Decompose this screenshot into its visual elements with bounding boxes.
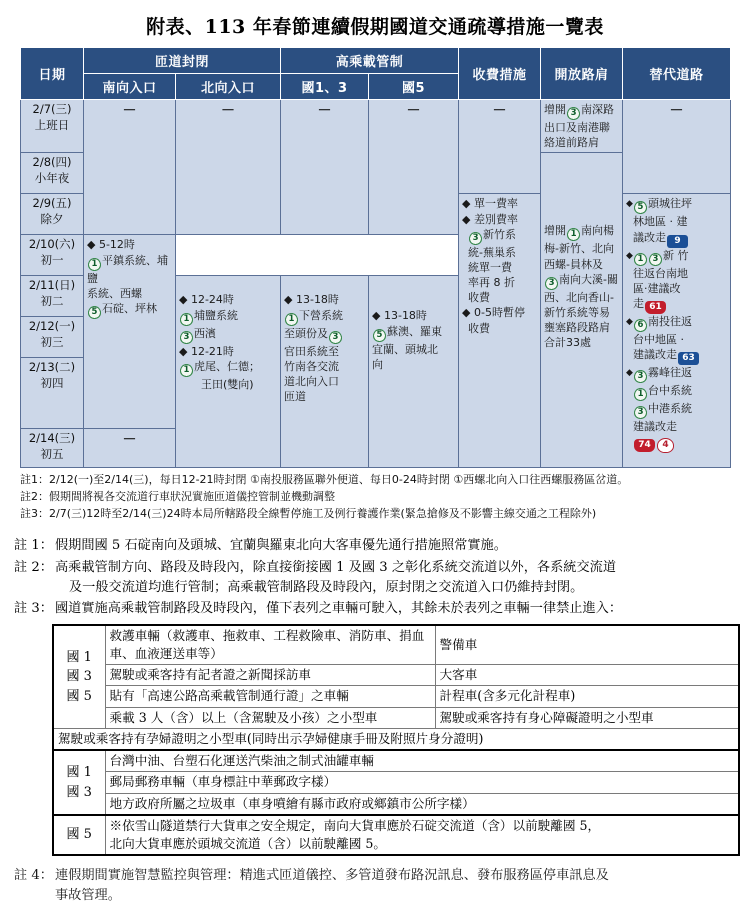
vehicle-cell-full: 地方政府所屬之垃圾車（車身噴繪有縣市政府或鄉鎮市公所字樣）	[105, 793, 739, 815]
vehicle-cell-full: 郵局郵務車輛（車身標註中華郵政字樣）	[105, 772, 739, 793]
shoulder-b-e: 南向大溪-關	[559, 272, 619, 286]
col-header-hov-n5: 國5	[369, 74, 459, 100]
vehicle-cell-right: 警備車	[435, 625, 739, 665]
vehicle-group-1	[53, 625, 105, 729]
highway-1-icon: 1	[180, 364, 193, 377]
ramp-north-line-4: ◆ 12-21時	[179, 344, 234, 358]
highway-3-icon: 3	[634, 406, 647, 419]
shoulder-b-h: 壅塞路段路肩	[544, 321, 611, 335]
table-row	[53, 772, 739, 793]
toll-cell-main	[459, 194, 541, 468]
vehicle-cell-left: 貼有「高速公路高乘載管制通行證」之車輛	[105, 686, 435, 707]
note-4-text	[55, 866, 736, 906]
table-row	[53, 686, 739, 707]
toll-line-3c: 統單一費	[468, 260, 513, 274]
shoulder-b-c: 梅-新竹、北向	[544, 242, 615, 256]
vehicle-cell-full: 台灣中油、台塑石化運送汽柴油之制式油罐車輛	[105, 750, 739, 772]
toll-line-1: ◆ 單一費率	[462, 197, 518, 211]
date-cell-0207	[21, 100, 84, 153]
col-header-hov: 高乘載管制	[281, 48, 459, 74]
toll-top: －	[459, 100, 541, 194]
alt-2b: 往返台南地	[633, 266, 689, 280]
date-line-1: 2/13(二)	[28, 360, 76, 375]
diamond-bullet-icon: ◆	[626, 316, 633, 327]
small-note-1: 註1：2/12(一)至2/14(三)，每日12-21時封閉 ①南投服務區聯外便道、每日0-24時封閉 ①西螺北向入口往西螺服務區岔道。	[20, 473, 629, 487]
note-1-label: 註 1：	[14, 538, 53, 554]
shoulder-text-d: 絡道前路肩	[544, 136, 600, 150]
hov13-line-2e: 道北向入口	[284, 374, 340, 388]
toll-line-2: ◆ 差別費率	[462, 212, 518, 226]
alt-3a: 南投往返	[647, 314, 692, 328]
small-note-3: 註3：2/7(三)12時至2/14(三)24時本局所轄路段全線暫停施工及例行養護作業(緊急搶修及不影響主線交通之工程除外)	[20, 507, 597, 521]
date-line-1: 2/11(日)	[28, 278, 76, 293]
table-row	[53, 728, 739, 750]
vehicle-line-1: ※依雪山隧道禁行大貨車之安全規定，南向大貨車應於石碇交流道（含）以前駛離國 5，	[109, 817, 601, 833]
date-line-2: 初五	[40, 447, 64, 462]
highway-5-icon: 5	[634, 201, 647, 214]
group-line-1: 國 1	[66, 649, 92, 665]
alt-1c: 議改走	[633, 230, 667, 244]
alt-2c: 區‧建議改	[633, 281, 681, 295]
vehicle-group-2	[53, 750, 105, 815]
note-1	[14, 536, 736, 556]
provincial-4-icon: 4	[657, 438, 674, 453]
alt-2d: 走	[633, 296, 645, 310]
date-line-1: 2/8(四)	[32, 155, 72, 170]
notes-block	[0, 522, 750, 618]
toll-line-3e: 收費	[468, 291, 491, 305]
vehicle-cell-right: 駕駛或乘客持有身心障礙證明之小型車	[435, 707, 739, 728]
col-header-hov-n13: 國1、3	[281, 74, 369, 100]
vehicle-table-container	[0, 620, 750, 857]
shoulder-b-b: 南向楊	[581, 224, 615, 238]
note-2-line-2: 及一般交流道均進行管制；高乘載管制路段及時段內，原封閉之交流道入口仍維持封閉。	[68, 579, 584, 595]
alt-cell-main	[623, 194, 731, 468]
date-cell-0210	[21, 235, 84, 276]
toll-line-3b: 統-蕪巢系	[468, 245, 517, 259]
highway-3-icon: 3	[634, 370, 647, 383]
vehicle-line-2: 北向大貨車應於頭城交流道（含）以前駛離國 5。	[109, 836, 386, 852]
hov5-line-1: ◆ 13-18時	[372, 309, 427, 323]
group-line-1: 國 5	[66, 827, 92, 843]
table-row	[21, 100, 731, 153]
date-line-1: 2/7(三)	[32, 102, 72, 116]
table-row	[53, 707, 739, 728]
highway-3-icon: 3	[649, 253, 662, 266]
vehicle-cell-left: 救護車輛（救護車、拖救車、工程救險車、消防車、捐血車、血液運送車等）	[105, 625, 435, 665]
col-header-shoulder: 開放路肩	[541, 48, 623, 100]
ramp-south-bottom: －	[84, 429, 176, 468]
col-header-alt-route: 替代道路	[623, 48, 731, 100]
ramp-north-line-5: 虎尾、仁德；	[194, 359, 260, 373]
toll-line-5: 收費	[468, 321, 491, 335]
highway-1-icon: 1	[285, 313, 298, 326]
date-line-2: 初二	[40, 294, 64, 309]
date-cell-0208	[21, 153, 84, 194]
date-cell-0211	[21, 276, 84, 317]
alt-2a: 新 竹	[662, 248, 689, 262]
date-cell-0209	[21, 194, 84, 235]
note-2-label: 註 2：	[14, 559, 53, 575]
ramp-north-line-6: 王田(雙向)	[201, 377, 254, 391]
hov13-line-1: ◆ 13-18時	[284, 293, 339, 307]
highway-1-icon: 1	[634, 388, 647, 401]
date-cell-0212	[21, 317, 84, 358]
page-title: 附表、113 年春節連續假期國道交通疏導措施一覽表	[146, 16, 604, 38]
highway-5-icon: 5	[88, 306, 101, 319]
date-line-1: 2/12(一)	[28, 319, 76, 334]
expressway-74-icon: 74	[634, 439, 655, 452]
highway-1-icon: 1	[180, 313, 193, 326]
note-4-line-1: 連假期間實施智慧監控與管理：精進式匝道儀控、多管道發布路況訊息、發布服務區停車訊息及	[54, 868, 609, 884]
hov13-line-2b: 至頭份及	[284, 326, 329, 340]
note-4-line-2: 事故管理。	[54, 888, 121, 904]
ramp-north-line-1: ◆ 12-24時	[179, 293, 234, 307]
toll-line-3a: 新竹系	[483, 227, 517, 241]
vehicle-group-3	[53, 815, 105, 856]
group-line-1: 國 1	[66, 765, 92, 781]
vehicle-cell-left: 乘載 3 人（含）以上（含駕駛及小孩）之小型車	[105, 707, 435, 728]
date-cell-0213	[21, 358, 84, 429]
group-line-2: 國 3	[66, 669, 92, 685]
shoulder-cell-0207	[541, 100, 623, 153]
note-3-text: 國道實施高乘載管制路段及時段內，僅下表列之車輛可駛入，其餘未於表列之車輛一律禁止進入：	[54, 600, 623, 616]
toll-line-3d: 率再 8 折	[468, 276, 516, 290]
alt-1b: 林地區 ‧ 建	[633, 215, 688, 229]
date-line-2: 上班日	[34, 117, 70, 132]
table-row	[53, 750, 739, 772]
table-row	[53, 665, 739, 686]
highway-3-icon: 3	[545, 277, 558, 290]
group-line-3: 國 5	[66, 688, 92, 704]
permitted-vehicles-table	[52, 624, 740, 857]
ramp-south-line-2b: 系統、西螺	[87, 286, 142, 300]
alt-3c: 建議改走	[633, 348, 678, 362]
shoulder-text-b: 南深路	[581, 103, 615, 116]
date-line-1: 2/14(三)	[28, 431, 76, 446]
note-4	[14, 866, 736, 906]
date-line-2: 初四	[40, 376, 64, 391]
highway-1-icon: 1	[634, 253, 647, 266]
hov5-line-2a: 蘇澳、羅東	[387, 324, 443, 338]
vehicle-cell-right: 計程車(含多元化計程車)	[435, 686, 739, 707]
table-row	[53, 815, 739, 856]
table-header-row-1	[21, 48, 731, 74]
highway-3-icon: 3	[567, 107, 580, 120]
ramp-south-line-2a: 平鎮系統、埔鹽	[87, 253, 168, 285]
alt-4a: 霧峰往返	[647, 366, 692, 380]
note-3-label: 註 3：	[14, 600, 53, 616]
date-line-1: 2/10(六)	[28, 237, 76, 252]
alt-top: －	[623, 100, 731, 194]
col-header-ramp-north: 北向入口	[176, 74, 281, 100]
diamond-bullet-icon: ◆	[626, 368, 633, 379]
diamond-bullet-icon: ◆	[626, 250, 633, 261]
hov13-line-2c: 官田系統至	[284, 344, 340, 358]
hov5-main	[369, 276, 459, 468]
table-row	[53, 793, 739, 815]
hov13-line-2f: 匝道	[284, 390, 307, 404]
expressway-9-icon: 9	[667, 235, 688, 248]
ramp-north-line-2: 埔鹽系統	[194, 308, 238, 322]
shoulder-b-i: 合計33處	[544, 336, 592, 350]
alt-4c: 中港系統	[648, 402, 693, 416]
highway-1-icon: 1	[88, 258, 101, 271]
hov13-line-2a: 下營系統	[299, 308, 344, 322]
diamond-bullet-icon: ◆	[626, 199, 633, 210]
vehicle-cell-left: 駕駛或乘客持有記者證之新聞採訪車	[105, 665, 435, 686]
alt-3b: 台中地區 ‧	[633, 332, 685, 346]
small-notes-block	[0, 468, 750, 522]
note-3	[14, 599, 736, 619]
hov5-line-2c: 向	[372, 357, 384, 371]
alt-4d: 建議改走	[633, 420, 678, 434]
col-header-toll: 收費措施	[459, 48, 541, 100]
ramp-south-line-1: ◆ 5-12時	[87, 238, 135, 252]
shoulder-text-c: 出口及南港聯	[544, 121, 611, 134]
traffic-measures-table	[20, 47, 731, 468]
shoulder-b-f: 西、北向香山-	[544, 290, 615, 304]
highway-3-icon: 3	[180, 331, 193, 344]
highway-3-icon: 3	[469, 232, 482, 245]
hov13-line-2d: 竹南各交流	[284, 359, 340, 373]
hov13-top: －	[281, 100, 369, 235]
note-4-block	[0, 856, 750, 906]
shoulder-b-a: 增開	[544, 224, 567, 238]
table-row	[53, 625, 739, 665]
small-note-2: 註2：假期間將視各交流道行車狀況實施匝道儀控管制並機動調整	[20, 490, 335, 504]
ramp-north-top: －	[176, 100, 281, 235]
col-header-ramp-closure: 匝道封閉	[84, 48, 281, 74]
shoulder-b-g: 新竹系統等易	[544, 305, 611, 319]
col-header-ramp-south: 南向入口	[84, 74, 176, 100]
main-table-container	[0, 47, 750, 468]
toll-line-4: ◆ 0-5時暫停	[462, 306, 525, 320]
note-2	[14, 558, 736, 598]
expressway-63-icon: 63	[678, 352, 699, 365]
date-line-2: 小年夜	[34, 171, 70, 186]
vehicle-cell-full	[105, 815, 739, 856]
ramp-north-line-3: 西濱	[194, 326, 216, 340]
date-line-2: 除夕	[40, 212, 64, 227]
note-2-line-1: 高乘載管制方向、路段及時段內，除直接銜接國 1 及國 3 之彰化系統交流道以外，各系統交流道	[54, 559, 617, 575]
note-4-label: 註 4：	[14, 868, 53, 884]
highway-1-icon: 1	[567, 228, 580, 241]
shoulder-cell-main	[541, 153, 623, 468]
highway-3-icon: 3	[329, 331, 342, 344]
alt-1a: 頭城往坪	[647, 197, 692, 211]
ramp-north-main	[176, 276, 281, 468]
shoulder-b-d: 西螺-員林及	[544, 257, 604, 271]
date-cell-0214	[21, 429, 84, 468]
group-line-2: 國 3	[66, 784, 92, 800]
alt-4b: 台中系統	[648, 384, 693, 398]
note-1-text: 假期間國 5 石碇南向及頭城、宜蘭與羅東北向大客車優先通行措施照常實施。	[54, 538, 507, 554]
ramp-south-line-3: 石碇、坪林	[102, 301, 157, 315]
date-line-2: 初三	[40, 335, 64, 350]
date-line-1: 2/9(五)	[32, 196, 72, 211]
vehicle-cell-right: 大客車	[435, 665, 739, 686]
date-line-2: 初一	[40, 253, 64, 268]
shoulder-text-a: 增開	[544, 103, 567, 116]
highway-5-icon: 5	[373, 329, 386, 342]
ramp-south-main	[84, 235, 176, 429]
hov5-line-2b: 宜蘭、頭城北	[372, 342, 439, 356]
highway-6-icon: 6	[634, 319, 647, 332]
expressway-61-icon: 61	[645, 301, 666, 314]
hov13-main	[281, 276, 369, 468]
hov5-top: －	[369, 100, 459, 235]
ramp-south-top: －	[84, 100, 176, 235]
note-2-text	[55, 558, 736, 598]
col-header-date: 日期	[21, 48, 84, 100]
vehicle-cell-full: 駕駛或乘客持有孕婦證明之小型車(同時出示孕婦健康手冊及附照片身分證明)	[53, 728, 739, 750]
